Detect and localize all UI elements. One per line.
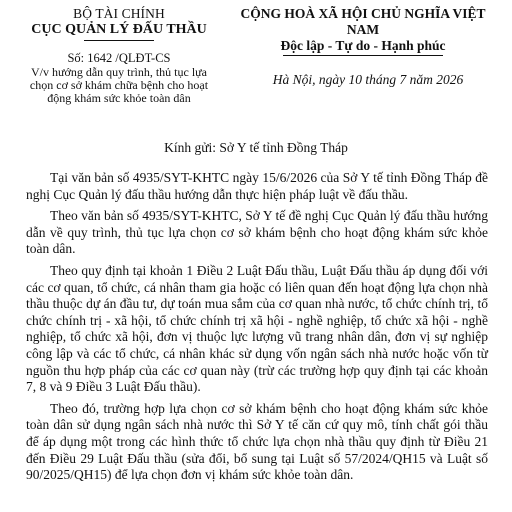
national-motto: Độc lập - Tự do - Hạnh phúc: [280, 38, 446, 53]
document-number: Số: 1642 /QLĐT-CS: [67, 51, 171, 65]
paragraph: Theo văn bản số 4935/SYT-KHTC, Sở Y tế đề nghị Cục Quản lý đấu thầu hướng dẫn về quy trình, thủ tục lựa chọn cơ sở khám bệnh cho hoạt động khám sức khỏe toàn dân.: [26, 208, 488, 257]
paragraph: Theo quy định tại khoản 1 Điều 2 Luật Đấu thầu, Luật Đấu thầu áp dụng đối với các cơ quan, tổ chức, cá nhân tham gia hoặc có liên quan đến hoạt động lựa chọn nhà thầu thuộc dự án đầu tư, dự toán mua sắm của cơ quan nhà nước, tổ chức chính trị, tổ chức chính trị - xã hội, tổ chức chính trị xã hội - nghề nghiệp, tổ chức xã hội - nghề nghiệp, tổ chức xã hội, đơn vị thuộc lực lượng vũ trang nhân dân, đơn vị sự nghiệp công lập và các tổ chức, cá nhân khác sử dụng vốn ngân sách nhà nước hoặc vốn từ nguồn thu hợp pháp của các cơ quan này (trừ các trường hợp quy định tại các khoản 7, 8 và 9 Điều 3 Luật Đấu thầu).: [26, 262, 488, 395]
nation-block: [228, 6, 498, 88]
subject-line-1: V/v hướng dẫn quy trình, thủ tục lựa: [31, 65, 207, 79]
subject-line-3: động khám sức khỏe toàn dân: [47, 91, 191, 105]
issuer-divider: [84, 40, 154, 41]
motto-divider: [283, 55, 443, 56]
paragraph: Tại văn bản số 4935/SYT-KHTC ngày 15/6/2026 của Sở Y tế tỉnh Đồng Tháp đề nghị Cục Quản lý đấu thầu hướng dẫn thực hiện pháp luật về đấu thầu.: [26, 170, 488, 202]
issuer-block: [14, 6, 224, 105]
ministry-name: BỘ TÀI CHÍNH: [73, 6, 165, 21]
document-body: [26, 170, 488, 489]
salutation: Kính gửi: Sở Y tế tỉnh Đồng Tháp: [164, 140, 348, 155]
dateline: Hà Nội, ngày 10 tháng 7 năm 2026: [272, 72, 464, 87]
subject-line-2: chọn cơ sở khám chữa bệnh cho hoạt: [29, 78, 209, 92]
paragraph: Theo đó, trường hợp lựa chọn cơ sở khám bệnh cho hoạt động khám sức khỏe toàn dân sử dụng ngân sách nhà nước thì Sở Y tế căn cứ quy mô, tính chất gói thầu để áp dụng một trong các hình thức tổ chức lựa chọn nhà thầu quy định từ Điều 21 đến Điều 29 Luật Đấu thầu (sửa đổi, bổ sung tại Luật số 57/2024/QH15 và Luật số 90/2025/QH15) để lựa chọn đơn vị khám sức khỏe toàn dân.: [26, 400, 488, 483]
document-header: [0, 6, 512, 126]
nation-title: CỘNG HOÀ XÃ HỘI CHỦ NGHĨA VIỆT NAM: [240, 6, 486, 37]
department-name: CỤC QUẢN LÝ ĐẤU THẦU: [31, 22, 207, 37]
